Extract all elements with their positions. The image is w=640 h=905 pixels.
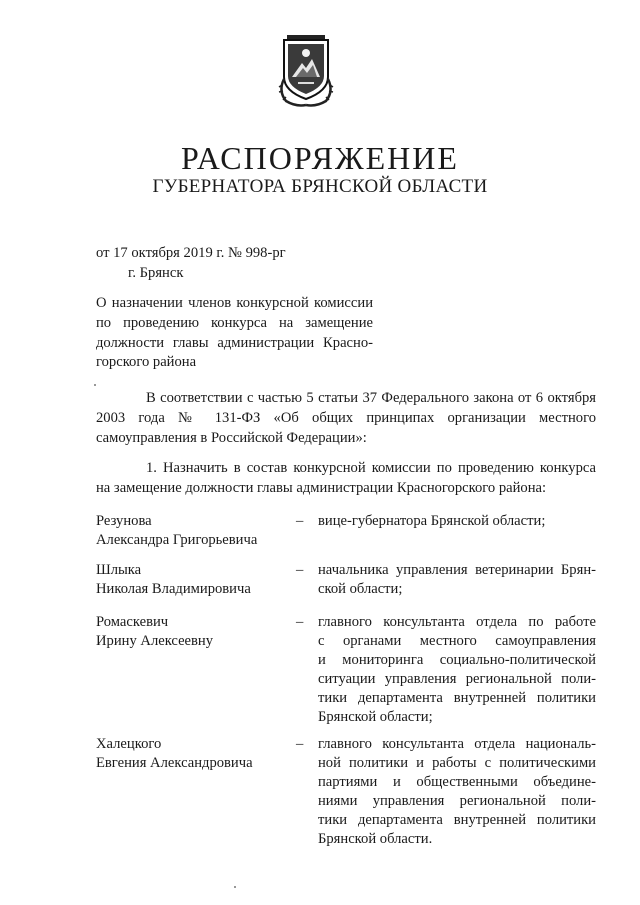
subject-block <box>96 294 373 373</box>
dash: – <box>296 614 304 630</box>
bryansk-coat-of-arms-icon <box>276 33 336 109</box>
item-1-line: 1. Назначить в состав конкурсной комиссии по проведению конкурса <box>146 460 596 476</box>
scan-speck <box>94 384 96 386</box>
member-name: Резунова Александра Григорьевича <box>96 513 258 548</box>
document-subtitle: ГУБЕРНАТОРА БРЯНСКОЙ ОБЛАСТИ <box>152 176 488 197</box>
member-position: вице-губернатора Брянской области; <box>318 513 546 529</box>
subject-line: горского района <box>96 354 197 371</box>
preamble-paragraph <box>96 389 596 448</box>
city: г. Брянск <box>128 265 184 281</box>
subject-line: О назначении членов конкурсной комиссии <box>96 295 373 311</box>
dash: – <box>296 562 304 578</box>
member-position: начальника управления ветеринарии Брян- ской области; <box>318 562 596 597</box>
subject-line: должности главы администрации Красно- <box>96 334 373 351</box>
subject-line: по проведению конкурса на замещение <box>96 314 373 331</box>
document-title: РАСПОРЯЖЕНИЕ <box>181 140 459 176</box>
item-1-line: на замещение должности главы администрации Красногорского района: <box>96 479 547 496</box>
dash: – <box>296 513 304 529</box>
member-position: главного консультанта отдела националь- ной политики и работы с политическими партиями и общественными объедине- ниями управления региональной поли- тики департамента внутренней политики Брянской области. <box>318 736 596 847</box>
member-name: Шлыка Николая Владимировича <box>96 562 251 597</box>
member-name: Ромаскевич Ирину Алексеевну <box>96 614 214 649</box>
member-position: главного консультанта отдела по работе с органами местного самоуправления и мониторинга социально-политической ситуации управления региональной поли- тики департамента внутренней политики Брянской области; <box>318 614 596 725</box>
preamble-line: 2003 года № 131-ФЗ «Об общих принципах организации местного <box>96 409 596 426</box>
scan-speck <box>234 886 236 888</box>
item-1-paragraph <box>96 459 596 499</box>
date-number-line: от 17 октября 2019 г. № 998-рг <box>96 245 286 261</box>
preamble-line: В соответствии с частью 5 статьи 37 Федерального закона от 6 октября <box>146 390 596 406</box>
member-name: Халецкого Евгения Александровича <box>96 736 253 771</box>
dash: – <box>296 736 304 752</box>
preamble-line: самоуправления в Российской Федерации»: <box>96 429 367 446</box>
